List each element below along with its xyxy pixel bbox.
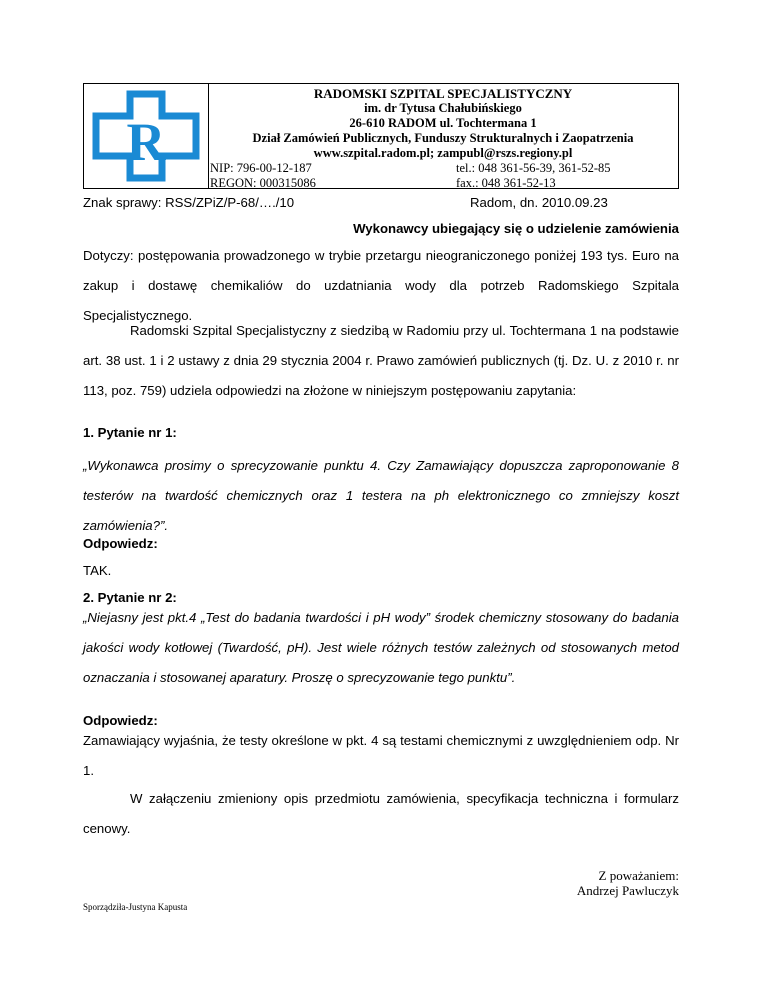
department: Dział Zamówień Publicznych, Funduszy Strukturalnych i Zaopatrzenia: [252, 131, 634, 145]
signature-block: [577, 868, 679, 898]
svg-text:R: R: [126, 112, 166, 172]
question-1-text: „Wykonawca prosimy o sprecyzowanie punktu 4. Czy Zamawiający dopuszcza zaproponowanie 8 testerów na twardość chemicznych oraz 1 testera na ph elektronicznego co zmniejszy koszt zamówienia?”.: [83, 458, 679, 533]
signatory: Andrzej Pawluczyk: [576, 883, 679, 898]
fax: fax.: 048 361-52-13: [456, 176, 556, 190]
recipients: Wykonawcy ubiegający się o udzielenie zamówienia: [353, 221, 679, 236]
letterhead: [83, 83, 679, 189]
attachment-note: W załączeniu zmieniony opis przedmiotu zamówienia, specyfikacja techniczna i formularz cenowy.: [83, 791, 679, 836]
question-2-heading: 2. Pytanie nr 2:: [83, 590, 177, 605]
intro-paragraph: Radomski Szpital Specjalistyczny z siedzibą w Radomiu przy ul. Tochtermana 1 na podstawie art. 38 ust. 1 i 2 ustawy z dnia 29 stycznia 2004 r. Prawo zamówień publicznych (tj. Dz. U. z 2010 r. nr 113, poz. 759) udziela odpowiedzi na złożone w niniejszym postępowaniu zapytania:: [83, 323, 679, 398]
address: 26-610 RADOM ul. Tochtermana 1: [349, 116, 537, 130]
org-name: RADOMSKI SZPITAL SPECJALISTYCZNY: [313, 86, 573, 101]
question-1-heading: 1. Pytanie nr 1:: [83, 425, 177, 440]
regon: REGON: 000315086: [210, 176, 316, 190]
hospital-cross-r-logo: [90, 90, 202, 182]
web-email: www.szpital.radom.pl; zampubl@rszs.regiony.pl: [313, 146, 573, 160]
subject: Dotyczy: postępowania prowadzonego w trybie przetargu nieograniczonego poniżej 193 tys. Euro na zakup i dostawę chemikaliów do uzdatniania wody dla potrzeb Radomskiego Szpitala Specjalistycznego.: [83, 248, 679, 323]
logo-cell: [84, 84, 209, 188]
answer-2-label: Odpowiedz:: [83, 713, 158, 728]
answer-2-text: Zamawiający wyjaśnia, że testy określone w pkt. 4 są testami chemicznymi z uwzględnieniem odp. Nr 1.: [83, 733, 679, 778]
answer-1-text: TAK.: [83, 563, 112, 578]
question-2-text: „Niejasny jest pkt.4 „Test do badania twardości i pH wody” środek chemiczny stosowany do badania jakości wody kotłowej (Twardość, pH). Jest wiele różnych testów zależnych od stosowanych metod oznaczania i stosowanej aparatury. Proszę o sprecyzowanie tego punktu”.: [83, 610, 679, 685]
letterhead-text: [208, 84, 678, 188]
prepared-by: Sporządziła-Justyna Kapusta: [83, 902, 188, 912]
case-reference: Znak sprawy: RSS/ZPiZ/P-68/…./10: [83, 195, 295, 210]
letter-date: Radom, dn. 2010.09.23: [470, 195, 608, 210]
closing: Z poważaniem:: [598, 868, 679, 883]
nip: NIP: 796-00-12-187: [210, 161, 312, 175]
answer-1-label: Odpowiedz:: [83, 536, 158, 551]
patron: im. dr Tytusa Chałubińskiego: [364, 101, 522, 115]
tel: tel.: 048 361-56-39, 361-52-85: [456, 161, 611, 175]
